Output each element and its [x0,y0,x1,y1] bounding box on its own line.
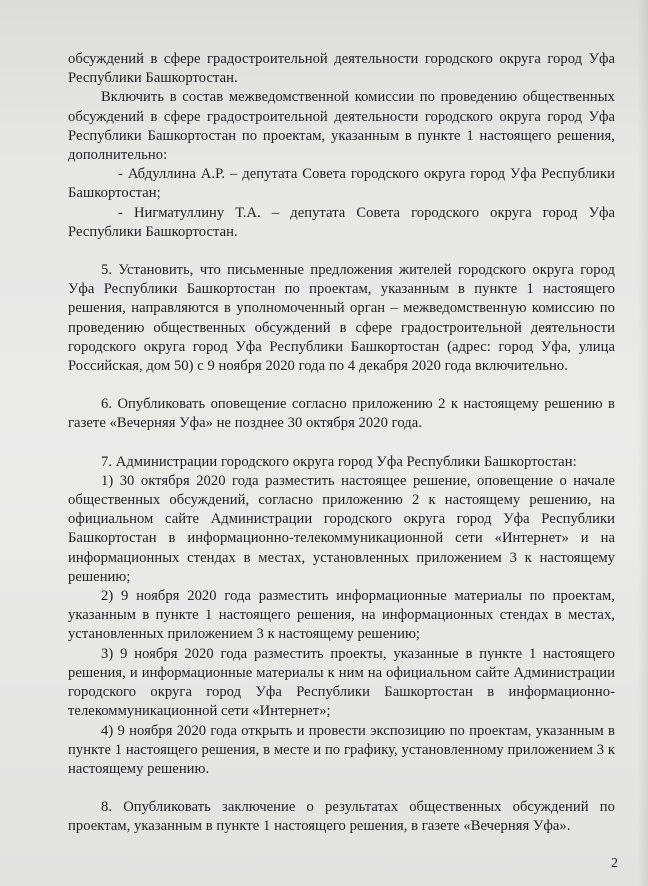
paragraph-5: 5. Установить, что письменные предложения жителей городского округа город Уфа Республики Башкортостан по проектам, указанным в пункте 1 настоящего решения, направляются в уполномоченный орган – межведомственную комиссию по проведению общественных обсуждений в сфере градостроительной деятельности городского округа город Уфа Республики Башкортостан (адрес: город Уфа, улица Российская, дом 50) с 9 ноября 2020 года по 4 декабря 2020 года включительно. [68,262,615,375]
paragraph-7-item-4: 4) 9 ноября 2020 года открыть и провести экспозицию по проектам, указанным в пункте 1 настоящего решения, в месте и по графику, установленному приложением 3 к настоящему решению. [68,722,615,777]
paragraph-include-commission: Включить в состав межведомственной комиссии по проведению общественных обсуждений в сфере градостроительной деятельности городского округа город Уфа Республики Башкортостан по проектам, указанным в пункте 1 настоящего решения, дополнительно: [68,89,615,164]
document-body [68,50,615,837]
paragraph-7: 7. Администрации городского округа город Уфа Республики Башкортостан: [101,453,577,470]
list-item-nigmatullina: - Нигматуллину Т.А. – депутата Совета городского округа город Уфа Республики Башкортостан. [68,204,615,240]
page-number: 2 [611,856,618,871]
paragraph-continuation: обсуждений в сфере градостроительной деятельности городского округа город Уфа Республики Башкортостан. [68,51,615,87]
paragraph-7-item-3: 3) 9 ноября 2020 года разместить проекты, указанные в пункте 1 настоящего решения, и информационные материалы к ним на официальном сайте Администрации городского округа город Уфа Республики Башкортостан в информационно-телекоммуникационной сети «Интернет»; [68,645,615,720]
paragraph-6: 6. Опубликовать оповещение согласно приложению 2 к настоящему решению в газете «Вечерняя Уфа» не позднее 30 октября 2020 года. [68,396,615,432]
page-edge-shadow [638,0,648,886]
list-item-abdullin: - Абдуллина А.Р. – депутата Совета городского округа город Уфа Республики Башкортостан; [68,166,615,202]
paragraph-7-item-1: 1) 30 октября 2020 года разместить настоящее решение, оповещение о начале общественных обсуждений, согласно приложению 2 к настоящему решению, на официальном сайте Администрации городского округа город Уфа Республики Башкортостан в информационно-телекоммуникационной сети «Интернет» и на информационных стендах в местах, установленных приложением 3 к настоящему решению; [68,472,615,585]
paragraph-8: 8. Опубликовать заключение о результатах общественных обсуждений по проектам, указанным в пункте 1 настоящего решения, в газете «Вечерняя Уфа». [68,799,615,835]
paragraph-7-item-2: 2) 9 ноября 2020 года разместить информационные материалы по проектам, указанным в пункте 1 настоящего решения, на информационных стендах в местах, установленных приложением 3 к настоящему решению; [68,588,615,643]
